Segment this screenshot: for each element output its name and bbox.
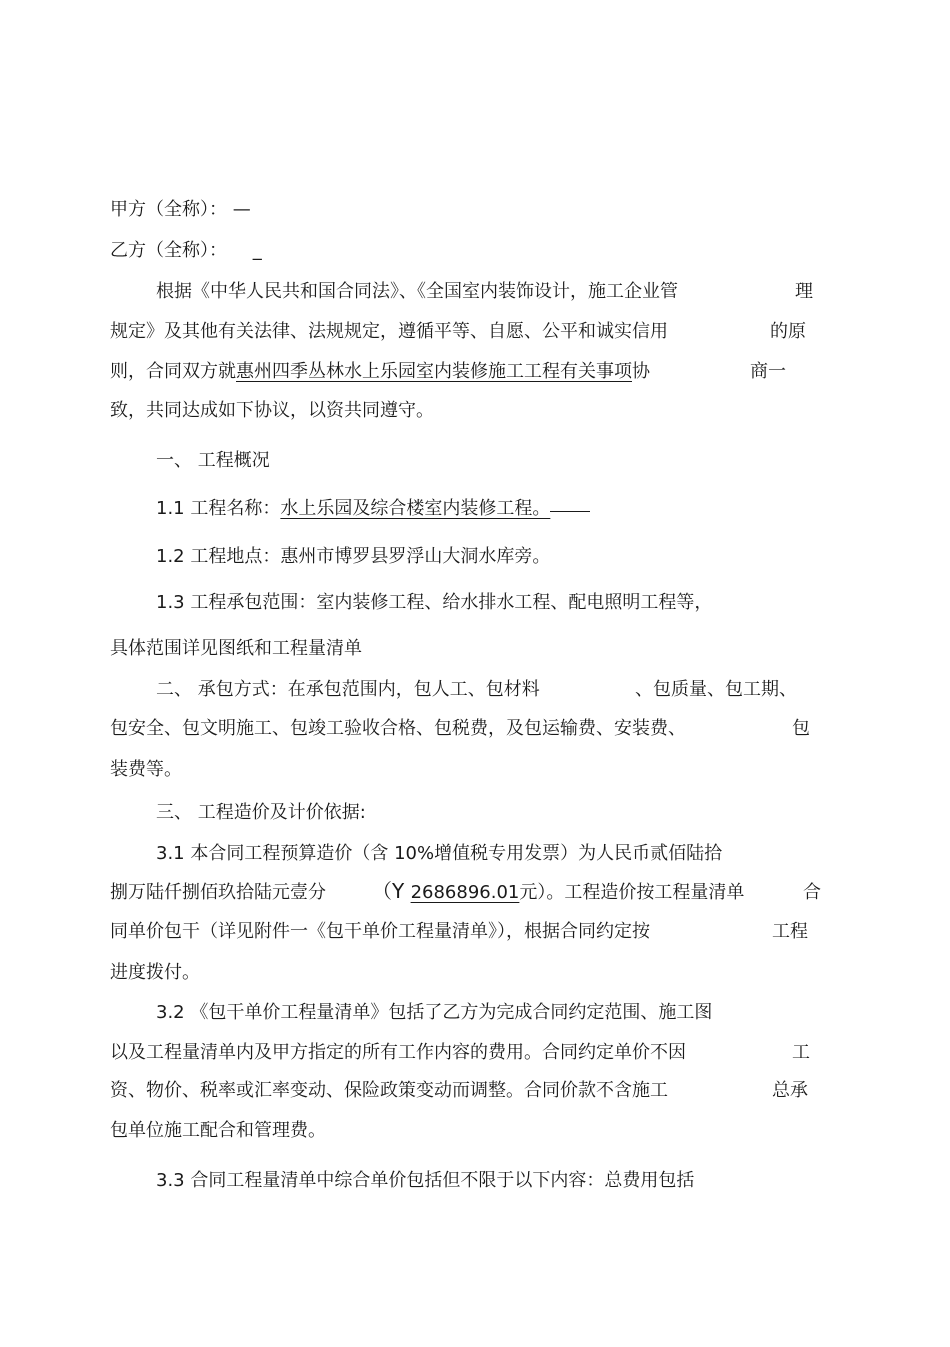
- section-2-line-3: 装费等。: [110, 759, 182, 780]
- item-3-3-line-1: 3.3 合同工程量清单中综合单价包括但不限于以下内容：总费用包括: [156, 1170, 695, 1191]
- item-3-2-line-3: 资、物价、税率或汇率变动、保险政策变动而调整。合同价款不含施工: [110, 1080, 668, 1101]
- item-3-1-line-2-tail: 合: [803, 882, 821, 903]
- party-a-line: [110, 198, 251, 222]
- item-1-2: 1.2 工程地点：惠州市博罗县罗浮山大洞水库旁。: [156, 546, 551, 567]
- preamble-line-2-tail: 的原: [770, 321, 806, 342]
- item-3-2-line-1: 3.2 《包干单价工程量清单》包括了乙方为完成合同约定范围、施工图: [156, 1002, 713, 1023]
- underline-blank: [550, 510, 590, 512]
- party-a-label: 甲方（全称）：: [110, 199, 227, 220]
- section-2-line-1-tail: 、包质量、包工期、: [635, 679, 797, 700]
- item-1-1: [156, 497, 590, 521]
- item-1-3: 1.3 工程承包范围：室内装修工程、给水排水工程、配电照明工程等，: [156, 592, 713, 613]
- party-b-line: [110, 239, 262, 263]
- party-b-value: _: [252, 240, 262, 261]
- project-subject: 惠州四季丛林水上乐园室内装修施工工程有关事项: [236, 361, 632, 382]
- item-1-3-cont: 具体范围详见图纸和工程量清单: [110, 638, 362, 659]
- preamble-line-1-tail: 理: [795, 281, 813, 302]
- preamble-line-3-start: 则，合同双方就: [110, 361, 236, 382]
- preamble-line-1: 根据《中华人民共和国合同法》、《全国室内装饰设计，施工企业管: [156, 281, 678, 302]
- item-3-2-line-3-tail: 总承: [772, 1080, 808, 1101]
- party-b-label: 乙方（全称）：: [110, 240, 227, 261]
- project-name: 水上乐园及综合楼室内装修工程。: [280, 498, 551, 519]
- amount-suffix: 元）。工程造价按工程量清单: [519, 882, 745, 903]
- item-3-2-line-2: 以及工程量清单内及甲方指定的所有工作内容的费用。合同约定单价不因: [110, 1042, 686, 1063]
- item-1-1-label: 1.1 工程名称：: [156, 498, 281, 519]
- item-3-1-line-2: 捌万陆仟捌佰玖拾陆元壹分: [110, 882, 326, 903]
- section-2-line-1: 二、 承包方式：在承包范围内，包人工、包材料: [156, 679, 540, 700]
- section-3-heading: 三、 工程造价及计价依据:: [156, 802, 366, 823]
- preamble-line-2: 规定》及其他有关法律、法规规定，遵循平等、自愿、公平和诚实信用: [110, 321, 668, 342]
- item-3-1-line-4: 进度拨付。: [110, 962, 200, 983]
- preamble-line-3-tail: 商一: [750, 361, 786, 382]
- item-3-1-line-3: 同单价包干（详见附件一《包干单价工程量清单》），根据合同约定按: [110, 921, 650, 942]
- preamble-line-4: 致，共同达成如下协议，以资共同遵守。: [110, 400, 434, 421]
- section-1-heading: 一、 工程概况: [156, 450, 270, 471]
- item-3-1-amount: [372, 879, 744, 905]
- party-a-value: —: [232, 199, 251, 220]
- item-3-1-line-1: 3.1 本合同工程预算造价（含 10%增值税专用发票）为人民币贰佰陆拾: [156, 843, 723, 864]
- preamble-line-3-cont: 协: [632, 361, 650, 382]
- item-3-2-line-2-tail: 工: [792, 1042, 810, 1063]
- contract-amount: 2686896.01: [410, 882, 520, 903]
- item-3-1-line-3-tail: 工程: [772, 921, 808, 942]
- section-2-line-2: 包安全、包文明施工、包竣工验收合格、包税费，及包运输费、安装费、: [110, 718, 686, 739]
- currency-prefix: （Y: [372, 879, 405, 903]
- preamble-line-3: [110, 360, 650, 384]
- section-2-line-2-tail: 包: [792, 718, 810, 739]
- item-3-2-line-4: 包单位施工配合和管理费。: [110, 1120, 326, 1141]
